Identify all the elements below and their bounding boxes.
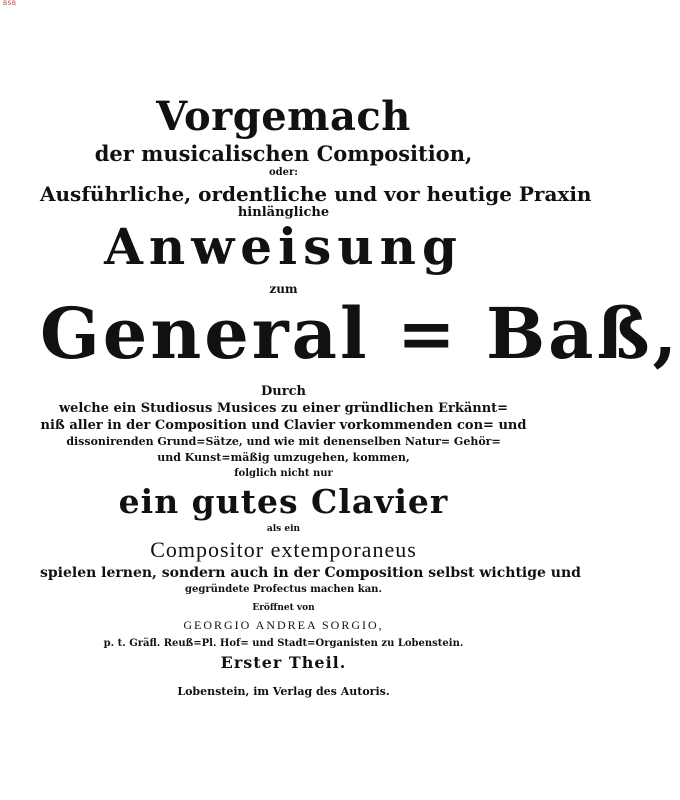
author-name: GEORGIO ANDREA SORGIO, [183, 618, 384, 632]
description-line-6: spielen lernen, sondern auch in der Composition selbst wichtige und [40, 565, 581, 581]
title-compositor: Compositor extemporaneus [150, 537, 417, 562]
title-gutes-clavier: ein gutes Clavier [118, 482, 449, 521]
title-heading: Vorgemach [156, 93, 411, 140]
main-title-general-bass: General = Baß, [40, 292, 680, 375]
subtitle-line: der musicalischen Composition, [94, 141, 473, 166]
connector-als-ein: als ein [266, 524, 301, 534]
description-line-2: niß aller in der Composition und Clavier vorkommenden con= und [40, 418, 527, 433]
description-line-5: folglich nicht nur [234, 468, 333, 479]
subtitle-line-2: Ausführliche, ordentliche und vor heutige Praxin [40, 182, 592, 206]
connector-oder: oder: [269, 167, 298, 178]
description-line-4: und Kunst=mäßig umzugehen, kommen, [157, 451, 410, 464]
volume-label: Erster Theil. [220, 653, 347, 672]
connector-durch: Durch [261, 384, 306, 399]
description-line-1: welche ein Studiosus Musices zu einer gründlichen Erkännt= [58, 401, 509, 416]
description-line-3: dissonirenden Grund=Sätze, und wie mit denenselben Natur= Gehör= [66, 435, 501, 448]
connector-zum: zum [269, 282, 298, 296]
imprint: Lobenstein, im Verlag des Autoris. [177, 685, 390, 698]
opened-by: Eröffnet von [252, 603, 315, 613]
description-line-7: gegründete Profectus machen kan. [185, 584, 382, 595]
main-title-anweisung: Anweisung [104, 217, 463, 276]
subtitle-line-3: hinlängliche [237, 205, 330, 220]
author-title: p. t. Gräfl. Reuß=Pl. Hof= und Stadt=Organisten zu Lobenstein. [103, 638, 464, 649]
library-stamp: BSB [3, 0, 17, 7]
